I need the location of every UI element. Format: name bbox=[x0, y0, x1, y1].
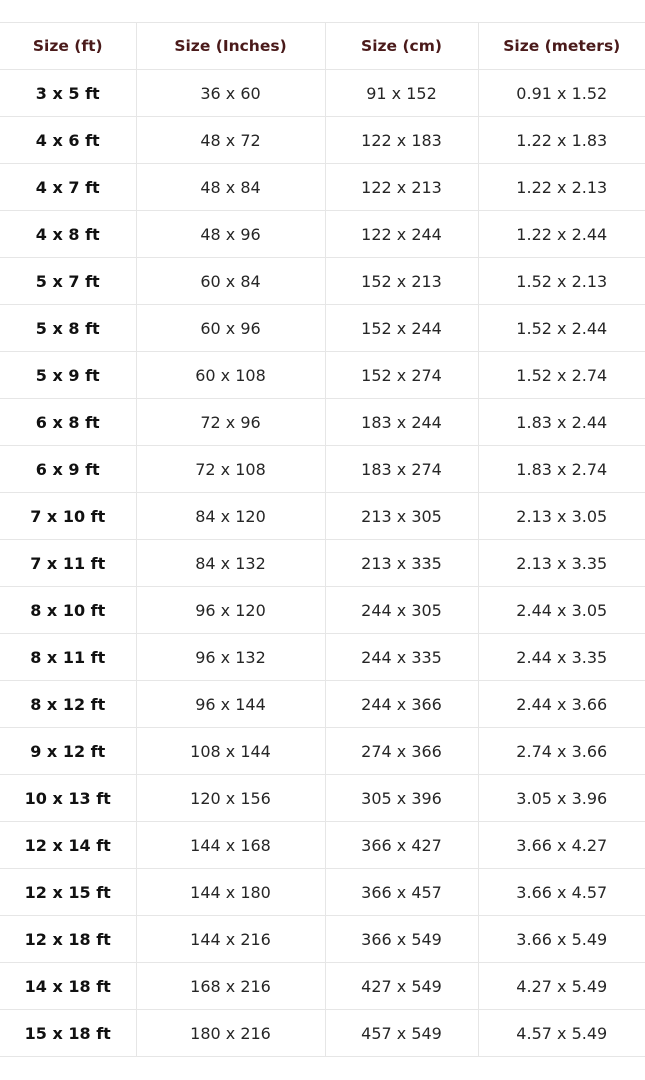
table-row bbox=[0, 728, 645, 775]
cell-size-ft: 5 x 8 ft bbox=[0, 305, 136, 352]
cell-size-inches: 36 x 60 bbox=[136, 70, 325, 117]
cell-size-ft: 14 x 18 ft bbox=[0, 963, 136, 1010]
table-row bbox=[0, 211, 645, 258]
cell-size-inches: 168 x 216 bbox=[136, 963, 325, 1010]
cell-size-meters: 2.74 x 3.66 bbox=[478, 728, 645, 775]
cell-size-meters: 2.13 x 3.35 bbox=[478, 540, 645, 587]
cell-size-cm: 274 x 366 bbox=[325, 728, 478, 775]
cell-size-ft: 4 x 6 ft bbox=[0, 117, 136, 164]
cell-size-ft: 8 x 10 ft bbox=[0, 587, 136, 634]
cell-size-ft: 7 x 11 ft bbox=[0, 540, 136, 587]
table-body bbox=[0, 70, 645, 1057]
cell-size-inches: 60 x 96 bbox=[136, 305, 325, 352]
cell-size-cm: 427 x 549 bbox=[325, 963, 478, 1010]
header-size-meters: Size (meters) bbox=[478, 23, 645, 70]
table-row bbox=[0, 305, 645, 352]
cell-size-ft: 4 x 7 ft bbox=[0, 164, 136, 211]
cell-size-ft: 9 x 12 ft bbox=[0, 728, 136, 775]
cell-size-meters: 0.91 x 1.52 bbox=[478, 70, 645, 117]
cell-size-inches: 60 x 84 bbox=[136, 258, 325, 305]
table-row bbox=[0, 70, 645, 117]
cell-size-meters: 3.66 x 4.27 bbox=[478, 822, 645, 869]
cell-size-cm: 244 x 366 bbox=[325, 681, 478, 728]
cell-size-cm: 183 x 244 bbox=[325, 399, 478, 446]
table-row bbox=[0, 916, 645, 963]
cell-size-meters: 1.52 x 2.74 bbox=[478, 352, 645, 399]
cell-size-inches: 48 x 96 bbox=[136, 211, 325, 258]
cell-size-meters: 2.13 x 3.05 bbox=[478, 493, 645, 540]
cell-size-meters: 2.44 x 3.05 bbox=[478, 587, 645, 634]
cell-size-meters: 4.57 x 5.49 bbox=[478, 1010, 645, 1057]
cell-size-inches: 96 x 132 bbox=[136, 634, 325, 681]
cell-size-cm: 213 x 305 bbox=[325, 493, 478, 540]
header-size-cm: Size (cm) bbox=[325, 23, 478, 70]
cell-size-meters: 1.22 x 2.13 bbox=[478, 164, 645, 211]
cell-size-cm: 366 x 427 bbox=[325, 822, 478, 869]
cell-size-meters: 1.22 x 1.83 bbox=[478, 117, 645, 164]
cell-size-meters: 1.52 x 2.44 bbox=[478, 305, 645, 352]
table-row bbox=[0, 117, 645, 164]
cell-size-inches: 48 x 84 bbox=[136, 164, 325, 211]
table-row bbox=[0, 681, 645, 728]
cell-size-inches: 96 x 144 bbox=[136, 681, 325, 728]
table-row bbox=[0, 822, 645, 869]
cell-size-ft: 4 x 8 ft bbox=[0, 211, 136, 258]
cell-size-ft: 8 x 12 ft bbox=[0, 681, 136, 728]
cell-size-cm: 152 x 213 bbox=[325, 258, 478, 305]
table-row bbox=[0, 258, 645, 305]
table-row bbox=[0, 446, 645, 493]
cell-size-cm: 305 x 396 bbox=[325, 775, 478, 822]
cell-size-inches: 84 x 132 bbox=[136, 540, 325, 587]
cell-size-cm: 366 x 549 bbox=[325, 916, 478, 963]
cell-size-meters: 2.44 x 3.35 bbox=[478, 634, 645, 681]
table-row bbox=[0, 1010, 645, 1057]
cell-size-meters: 1.83 x 2.74 bbox=[478, 446, 645, 493]
cell-size-inches: 180 x 216 bbox=[136, 1010, 325, 1057]
cell-size-ft: 5 x 7 ft bbox=[0, 258, 136, 305]
cell-size-cm: 152 x 274 bbox=[325, 352, 478, 399]
cell-size-cm: 122 x 183 bbox=[325, 117, 478, 164]
cell-size-ft: 15 x 18 ft bbox=[0, 1010, 136, 1057]
cell-size-meters: 3.05 x 3.96 bbox=[478, 775, 645, 822]
cell-size-cm: 366 x 457 bbox=[325, 869, 478, 916]
cell-size-cm: 152 x 244 bbox=[325, 305, 478, 352]
cell-size-cm: 91 x 152 bbox=[325, 70, 478, 117]
table-row bbox=[0, 540, 645, 587]
cell-size-ft: 6 x 8 ft bbox=[0, 399, 136, 446]
cell-size-ft: 10 x 13 ft bbox=[0, 775, 136, 822]
cell-size-inches: 72 x 96 bbox=[136, 399, 325, 446]
cell-size-cm: 244 x 305 bbox=[325, 587, 478, 634]
cell-size-cm: 122 x 244 bbox=[325, 211, 478, 258]
table-row bbox=[0, 399, 645, 446]
cell-size-ft: 6 x 9 ft bbox=[0, 446, 136, 493]
cell-size-cm: 244 x 335 bbox=[325, 634, 478, 681]
cell-size-ft: 3 x 5 ft bbox=[0, 70, 136, 117]
cell-size-meters: 3.66 x 4.57 bbox=[478, 869, 645, 916]
cell-size-meters: 1.22 x 2.44 bbox=[478, 211, 645, 258]
size-conversion-table bbox=[0, 22, 645, 1057]
table-row bbox=[0, 963, 645, 1010]
cell-size-inches: 72 x 108 bbox=[136, 446, 325, 493]
cell-size-cm: 122 x 213 bbox=[325, 164, 478, 211]
cell-size-meters: 1.83 x 2.44 bbox=[478, 399, 645, 446]
table-row bbox=[0, 352, 645, 399]
table-header bbox=[0, 23, 645, 70]
cell-size-inches: 108 x 144 bbox=[136, 728, 325, 775]
cell-size-ft: 12 x 15 ft bbox=[0, 869, 136, 916]
header-size-ft: Size (ft) bbox=[0, 23, 136, 70]
cell-size-ft: 5 x 9 ft bbox=[0, 352, 136, 399]
cell-size-inches: 120 x 156 bbox=[136, 775, 325, 822]
table-row bbox=[0, 493, 645, 540]
cell-size-ft: 12 x 18 ft bbox=[0, 916, 136, 963]
header-row bbox=[0, 23, 645, 70]
cell-size-inches: 60 x 108 bbox=[136, 352, 325, 399]
cell-size-meters: 1.52 x 2.13 bbox=[478, 258, 645, 305]
table-row bbox=[0, 634, 645, 681]
cell-size-cm: 457 x 549 bbox=[325, 1010, 478, 1057]
table-row bbox=[0, 775, 645, 822]
table-row bbox=[0, 587, 645, 634]
cell-size-ft: 7 x 10 ft bbox=[0, 493, 136, 540]
header-size-inches: Size (Inches) bbox=[136, 23, 325, 70]
table-row bbox=[0, 869, 645, 916]
cell-size-cm: 213 x 335 bbox=[325, 540, 478, 587]
cell-size-ft: 12 x 14 ft bbox=[0, 822, 136, 869]
cell-size-inches: 144 x 216 bbox=[136, 916, 325, 963]
cell-size-inches: 48 x 72 bbox=[136, 117, 325, 164]
cell-size-ft: 8 x 11 ft bbox=[0, 634, 136, 681]
cell-size-inches: 144 x 180 bbox=[136, 869, 325, 916]
cell-size-meters: 3.66 x 5.49 bbox=[478, 916, 645, 963]
table-row bbox=[0, 164, 645, 211]
cell-size-inches: 144 x 168 bbox=[136, 822, 325, 869]
cell-size-meters: 2.44 x 3.66 bbox=[478, 681, 645, 728]
cell-size-inches: 84 x 120 bbox=[136, 493, 325, 540]
cell-size-inches: 96 x 120 bbox=[136, 587, 325, 634]
cell-size-cm: 183 x 274 bbox=[325, 446, 478, 493]
cell-size-meters: 4.27 x 5.49 bbox=[478, 963, 645, 1010]
